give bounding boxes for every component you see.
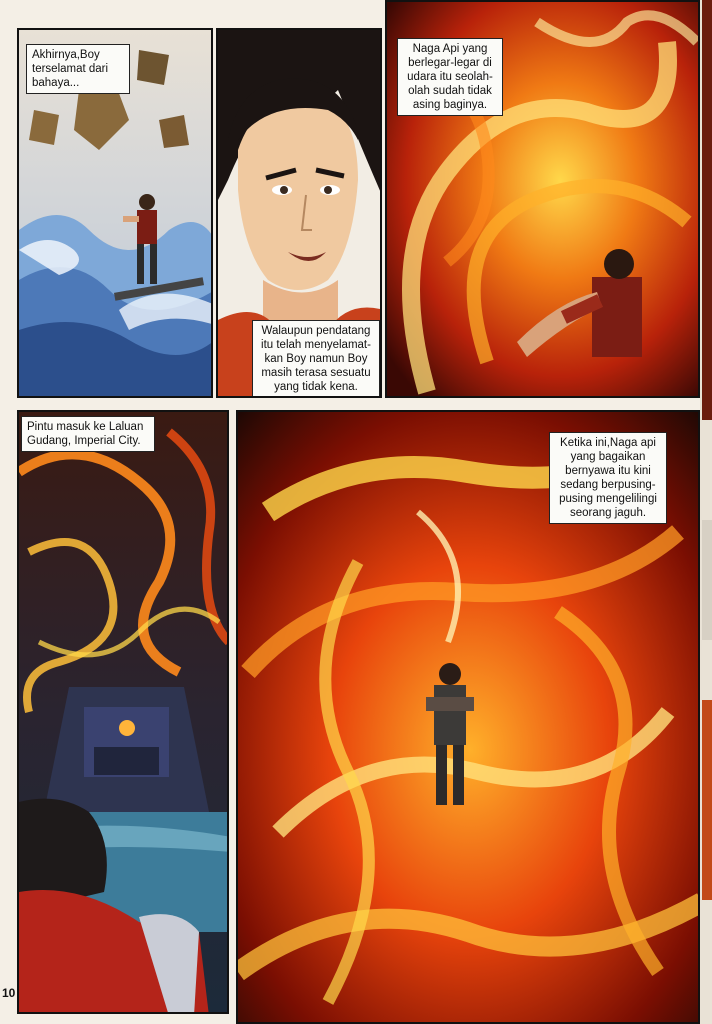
falling-rock <box>137 50 169 85</box>
panel-2-boy-closeup <box>216 28 382 398</box>
caption-box: Naga Api yang berlegar-legar di udara itu seolah- olah sudah tidak asing baginya. <box>397 38 503 116</box>
panel-1-wave-scene <box>17 28 213 398</box>
caption-box: Akhirnya,Boy terselamat dari bahaya... <box>26 44 130 94</box>
caption-box: Pintu masuk ke Laluan Gudang, Imperial City. <box>21 416 155 452</box>
panel-5-dragon-circling <box>236 410 700 1024</box>
panel-4-gudang-entrance <box>17 410 229 1014</box>
adjacent-page-edge <box>700 0 712 1024</box>
falling-rock <box>29 110 59 145</box>
gudang-door-structure <box>44 687 209 812</box>
falling-rock <box>159 115 189 148</box>
caption-box: Walaupun pendatang itu telah menyelamat- kan Boy namun Boy masih terasa sesuatu yang tidak kena. <box>252 320 380 398</box>
page-number: 10 <box>2 986 16 1000</box>
caption-box: Ketika ini,Naga api yang bagaikan bernyawa itu kini sedang berpusing- pusing mengelilingi seorang jaguh. <box>549 432 667 524</box>
panel-3-fire-dragon <box>385 0 700 398</box>
gudang-illustration <box>19 412 229 1014</box>
